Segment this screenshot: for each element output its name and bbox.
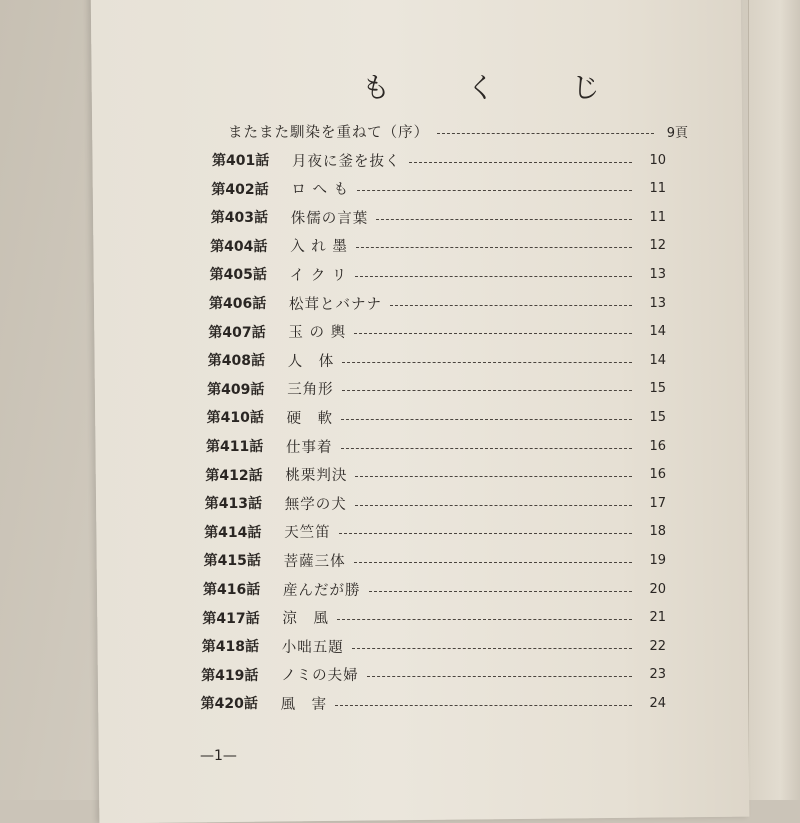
page-reference: 21 bbox=[649, 610, 666, 626]
chapter-number: 第420話 bbox=[200, 696, 258, 713]
chapter-title: 玉 の 輿 bbox=[288, 325, 347, 342]
chapter-title: 硬 軟 bbox=[286, 410, 334, 427]
chapter-number: 第418話 bbox=[201, 639, 260, 656]
leader-dots bbox=[354, 333, 632, 334]
chapter-title: イ ク リ bbox=[289, 267, 348, 284]
leader-dots bbox=[342, 362, 632, 363]
adjacent-page-edge bbox=[748, 0, 800, 800]
toc-entry bbox=[210, 235, 666, 257]
toc-entry bbox=[205, 492, 666, 514]
page-reference: 23 bbox=[649, 667, 666, 683]
toc-entry bbox=[212, 149, 666, 171]
leader-dots bbox=[355, 505, 632, 506]
chapter-number: 第412話 bbox=[205, 467, 263, 484]
chapter-number: 第405話 bbox=[209, 267, 267, 284]
toc-entry bbox=[228, 120, 688, 142]
chapter-title: 入 れ 墨 bbox=[290, 239, 348, 256]
chapter-title: 仕事着 bbox=[286, 439, 333, 456]
page-reference: 22 bbox=[649, 638, 666, 654]
page-reference: 10 bbox=[649, 152, 666, 168]
toc-entry bbox=[201, 664, 666, 686]
chapter-number: 第413話 bbox=[204, 496, 263, 513]
page-reference: 11 bbox=[649, 181, 666, 197]
page-reference: 17 bbox=[649, 495, 666, 511]
leader-dots bbox=[354, 562, 632, 563]
chapter-number: 第410話 bbox=[206, 410, 264, 427]
toc-entry bbox=[204, 549, 666, 571]
leader-dots bbox=[376, 219, 632, 220]
leader-dots bbox=[367, 676, 632, 677]
chapter-title: 侏儒の言葉 bbox=[290, 210, 369, 227]
chapter-title: 桃栗判決 bbox=[285, 468, 348, 485]
toc-entry bbox=[208, 349, 666, 371]
leader-dots bbox=[341, 448, 633, 449]
chapter-number: 第414話 bbox=[204, 524, 262, 541]
chapter-title: ノミの夫婦 bbox=[281, 668, 359, 685]
chapter-title: 風 害 bbox=[280, 696, 328, 713]
toc-entry bbox=[203, 578, 666, 600]
chapter-number: 第416話 bbox=[203, 582, 261, 598]
page-reference: 15 bbox=[649, 381, 666, 397]
chapter-number: 第406話 bbox=[209, 296, 267, 312]
chapter-number: 第403話 bbox=[210, 210, 269, 227]
toc-entry bbox=[207, 378, 666, 400]
leader-dots bbox=[369, 591, 633, 592]
chapter-title: 月夜に釜を抜く bbox=[292, 153, 401, 170]
leader-dots bbox=[337, 619, 632, 620]
toc-entry bbox=[201, 692, 666, 714]
chapter-number: 第404話 bbox=[210, 238, 268, 255]
chapter-number: 第411話 bbox=[206, 439, 264, 455]
leader-dots bbox=[341, 419, 632, 420]
chapter-number: 第415話 bbox=[203, 553, 261, 570]
page-reference: 15 bbox=[649, 409, 666, 425]
leader-dots bbox=[355, 476, 632, 477]
leader-dots bbox=[437, 133, 654, 134]
chapter-title: 天竺笛 bbox=[284, 525, 331, 542]
chapter-number: 第417話 bbox=[202, 610, 260, 627]
chapter-title: 涼 風 bbox=[282, 611, 329, 628]
chapter-number: 第402話 bbox=[211, 181, 269, 198]
chapter-number: 第407話 bbox=[208, 324, 266, 341]
page-reference: 13 bbox=[649, 295, 666, 311]
leader-dots bbox=[355, 276, 632, 277]
page-reference: 13 bbox=[649, 266, 666, 282]
page-reference: 14 bbox=[649, 352, 666, 368]
chapter-title: 無学の犬 bbox=[284, 496, 347, 513]
toc-entry bbox=[204, 521, 666, 543]
leader-dots bbox=[339, 533, 632, 534]
chapter-number: 第401話 bbox=[212, 153, 270, 169]
chapter-number: 第419話 bbox=[201, 667, 259, 684]
page-reference: 9頁 bbox=[666, 125, 688, 141]
page-reference: 16 bbox=[649, 438, 666, 454]
toc-entry bbox=[207, 406, 666, 428]
toc-entry bbox=[206, 435, 666, 457]
leader-dots bbox=[335, 705, 632, 706]
toc-entry bbox=[210, 263, 666, 285]
leader-dots bbox=[352, 648, 632, 649]
page-reference: 12 bbox=[649, 238, 666, 254]
toc-entry bbox=[205, 464, 666, 486]
page-reference: 19 bbox=[649, 552, 666, 568]
page-reference: 24 bbox=[649, 695, 666, 711]
page-reference: 14 bbox=[649, 324, 666, 340]
page-reference: 18 bbox=[649, 524, 666, 540]
page-reference: 20 bbox=[649, 581, 666, 597]
chapter-title: またまた馴染を重ねて（序） bbox=[228, 124, 430, 141]
chapter-title: 菩薩三体 bbox=[283, 553, 346, 570]
chapter-title: 小咄五題 bbox=[281, 639, 344, 656]
leader-dots bbox=[357, 190, 632, 191]
toc-entry bbox=[209, 292, 666, 314]
page-reference: 16 bbox=[649, 467, 666, 483]
chapter-number: 第409話 bbox=[207, 381, 265, 398]
chapter-title: 三角形 bbox=[287, 382, 334, 399]
chapter-title: 松茸とバナナ bbox=[289, 296, 382, 313]
toc-entry bbox=[211, 206, 666, 228]
leader-dots bbox=[356, 247, 632, 248]
leader-dots bbox=[342, 390, 632, 391]
toc-heading: も く じ bbox=[362, 71, 634, 104]
chapter-title: 人 体 bbox=[287, 353, 335, 370]
toc-entry bbox=[208, 321, 666, 343]
toc-entry bbox=[202, 635, 666, 657]
toc-entry bbox=[202, 607, 666, 629]
leader-dots bbox=[390, 305, 632, 306]
toc-entry bbox=[211, 178, 666, 200]
leader-dots bbox=[409, 162, 633, 163]
chapter-number: 第408話 bbox=[207, 353, 266, 370]
chapter-title: 産んだが勝 bbox=[283, 582, 361, 599]
chapter-title: ロ へ も bbox=[291, 182, 350, 199]
page-reference: 11 bbox=[649, 209, 666, 225]
page-number-footer: —1— bbox=[200, 748, 237, 764]
